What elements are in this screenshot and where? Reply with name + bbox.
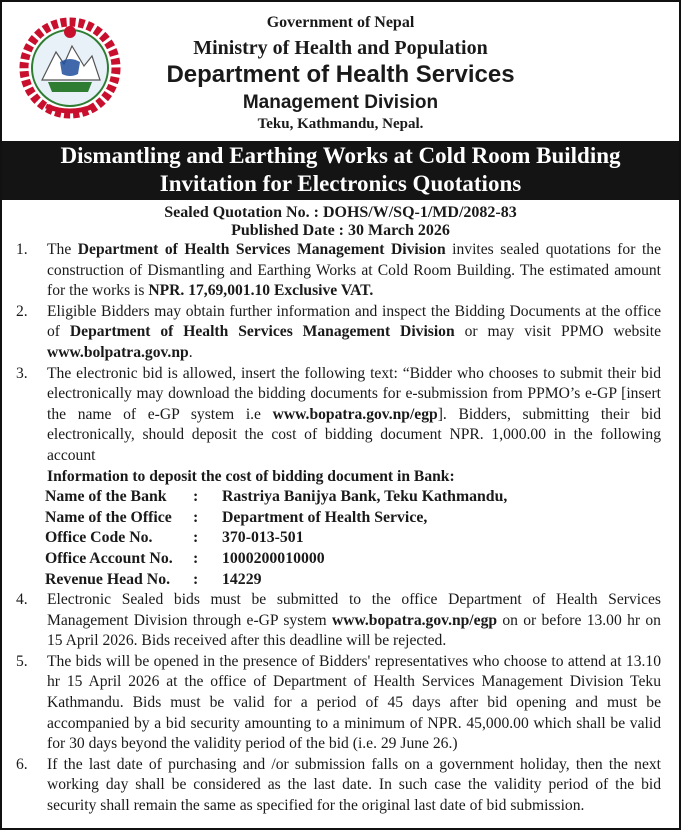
item-text: The bids will be opened in the presence of Bidders' representatives who choose to attend at 13.10 hr 15 April 2026 at the office of Department of Health Services Management Division Teku Kathmandu. Bids must be valid for a period of 45 days after bid opening and must be accompanied by a bid security amounting to a minimum of NPR. 45,000.00 which shall be valid for 30 days beyond the validity period of the bid (i.e. 29 June 26.) [47, 652, 661, 753]
division-name: Management Division [242, 92, 439, 113]
ppmo-website-link[interactable]: www.bolpatra.gov.np [47, 343, 189, 361]
item-number: 6. [16, 755, 28, 773]
item-text: The electronic bid is allowed, insert the following text: “Bidder who chooses to submit their bid electronically may download the bidding documents for e-submission from PPMO’s e-GP [insert the name of e-GP system i.e www.bopatra.gov.np/egp]. Bidders, submitting their bid electronically, should deposit the cost of bidding document NPR. 1,000.00 in the following account [47, 364, 662, 464]
banner-subtitle: Invitation for Electronics Quotations [159, 171, 522, 196]
header [2, 2, 679, 140]
item-text: If the last date of purchasing and /or submission falls on a government holiday, then the next working day shall be considered as the last date. In such case the validity period of the bid security shall remain the same as specified for the original last date of bid submission. [47, 755, 661, 815]
table-row: Office Account No. : 1000200010000 [45, 549, 325, 567]
notice-meta [2, 204, 679, 240]
address: Teku, Kathmandu, Nepal. [257, 116, 424, 132]
egp-link[interactable]: www.bopatra.gov.np/egp [272, 405, 438, 423]
list-item [16, 302, 661, 364]
title-banner [2, 141, 679, 200]
item-text: Electronic Sealed bids must be submitted to the office Department of Health Services Management Division through e-GP system www.bopatra.gov.np/egp on or before 13.00 hr on 15 April 2026. Bids received after this deadline will be rejected. [47, 591, 661, 650]
list-item [16, 590, 661, 652]
notice-items [16, 240, 661, 817]
department-name: Department of Health Services [166, 61, 515, 88]
list-item [16, 240, 661, 302]
bank-info-heading: Information to deposit the cost of bidding document in Bank: [47, 467, 455, 485]
government-name: Government of Nepal [266, 14, 415, 31]
bank-info-table [45, 487, 507, 590]
list-item [16, 755, 661, 817]
quotation-number: Sealed Quotation No. : DOHS/W/SQ-1/MD/2082-83 [164, 204, 517, 221]
item-number: 1. [16, 241, 28, 258]
table-row: Office Code No. : 370-013-501 [45, 529, 304, 547]
item-text: Eligible Bidders may obtain further information and inspect the Bidding Documents at the office of Department of Health Services Management Division or may visit PPMO website www.bolpatra.gov.np. [47, 302, 661, 361]
item-number: 4. [16, 591, 28, 609]
ministry-name: Ministry of Health and Population [193, 37, 488, 59]
item-text: The Department of Health Services Management Division invites sealed quotations for the construction of Dismantling and Earthing Works at Cold Room Building. The estimated amount for the works is NPR. 17,69,001.10 Exclusive VAT. [47, 241, 661, 300]
egp-link[interactable]: www.bopatra.gov.np/egp [331, 611, 498, 629]
list-item [16, 652, 661, 755]
published-date: Published Date : 30 March 2026 [231, 222, 450, 239]
item-number: 5. [16, 652, 28, 670]
list-item [16, 364, 661, 467]
banner-title: Dismantling and Earthing Works at Cold Room Building [60, 143, 621, 168]
table-row: Revenue Head No. : 14229 [45, 570, 262, 588]
item-number: 2. [16, 302, 28, 320]
item-number: 3. [16, 364, 28, 382]
table-row: Name of the Bank : Rastriya Banijya Bank, Teku Kathmandu, [45, 488, 508, 506]
table-row: Name of the Office : Department of Health Service, [45, 508, 428, 526]
